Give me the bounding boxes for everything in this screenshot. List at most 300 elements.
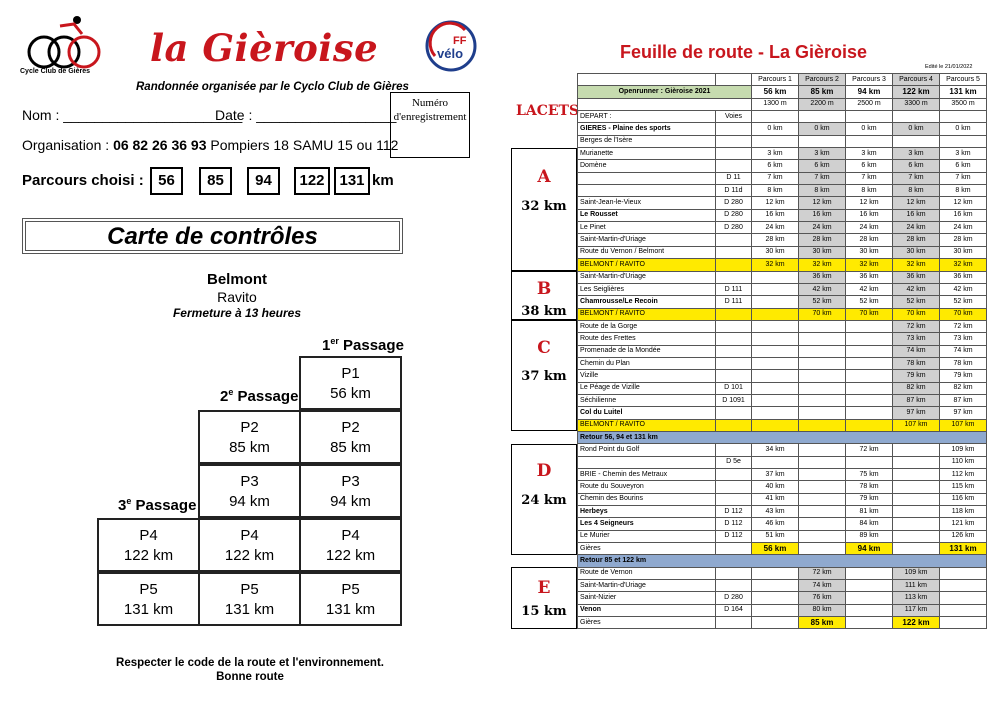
organisation-phone: 06 82 26 36 93 [113, 137, 207, 153]
road-cell [716, 308, 752, 320]
km-cell-parcours-3 [846, 333, 893, 345]
elevation-1: 1300 m [752, 98, 799, 110]
location-cell: Murianette [578, 148, 716, 160]
openrunner-label: Openrunner : Gièroise 2021 [578, 86, 752, 98]
km-cell-parcours-2: 42 km [799, 283, 846, 295]
checkpoint-closing-time: Fermeture à 13 heures [172, 306, 302, 320]
km-cell-parcours-3: 32 km [846, 259, 893, 271]
km-cell-parcours-4 [893, 456, 940, 468]
km-cell-parcours-3 [846, 394, 893, 406]
km-cell-parcours-4 [893, 518, 940, 530]
km-cell-parcours-5: 36 km [940, 271, 987, 283]
km-cell-parcours-5: 28 km [940, 234, 987, 246]
road-cell: D 280 [716, 197, 752, 209]
km-cell-parcours-5: 72 km [940, 320, 987, 332]
km-cell-parcours-4 [893, 111, 940, 123]
ffvelo-logo-top: FF [453, 35, 467, 47]
table-row [578, 357, 987, 369]
km-cell-parcours-4 [893, 444, 940, 456]
km-cell-parcours-3: 42 km [846, 283, 893, 295]
table-row [578, 246, 987, 258]
km-cell-parcours-4: 74 km [893, 345, 940, 357]
location-cell: Vizille [578, 370, 716, 382]
registration-number-box[interactable] [390, 92, 470, 158]
km-cell-parcours-2 [799, 370, 846, 382]
km-cell-parcours-3 [846, 419, 893, 431]
km-cell-parcours-3: 8 km [846, 185, 893, 197]
table-row [578, 185, 987, 197]
stamp-cell-p2-pass1[interactable]: P2 85 km [299, 410, 402, 464]
road-cell [716, 234, 752, 246]
road-cell: D 112 [716, 530, 752, 542]
location-cell: Route du Souveyron [578, 481, 716, 493]
location-cell [578, 172, 716, 184]
location-cell: Route des Frettes [578, 333, 716, 345]
stamp-cell-p5-pass1[interactable]: P5 131 km [299, 572, 402, 626]
road-cell [716, 123, 752, 135]
km-cell-parcours-5 [940, 580, 987, 592]
location-cell: Le Murier [578, 530, 716, 542]
footer-rules: Respecter le code de la route et l'environnement. [116, 657, 384, 669]
km-cell-parcours-3: 7 km [846, 172, 893, 184]
total-distance-1: 56 km [752, 86, 799, 98]
road-cell [716, 246, 752, 258]
location-cell: Le Péage de Vizille [578, 382, 716, 394]
road-cell [716, 148, 752, 160]
km-cell-parcours-3: 79 km [846, 493, 893, 505]
km-cell-parcours-2 [799, 135, 846, 147]
km-cell-parcours-3: 81 km [846, 506, 893, 518]
retour-row-label: Retour 85 et 122 km [578, 555, 987, 567]
km-cell-parcours-5: 42 km [940, 283, 987, 295]
km-cell-parcours-2 [799, 345, 846, 357]
km-cell-parcours-1 [752, 357, 799, 369]
km-cell-parcours-3: 28 km [846, 234, 893, 246]
km-cell-parcours-2 [799, 506, 846, 518]
km-cell-parcours-1 [752, 111, 799, 123]
km-cell-parcours-4: 16 km [893, 209, 940, 221]
location-cell: Saint-Nizier [578, 592, 716, 604]
table-row [578, 308, 987, 320]
km-cell-parcours-1: 37 km [752, 469, 799, 481]
km-cell-parcours-5: 110 km [940, 456, 987, 468]
km-cell-parcours-4: 42 km [893, 283, 940, 295]
km-cell-parcours-5: 78 km [940, 357, 987, 369]
stamp-cell-p4-pass1[interactable]: P4 122 km [299, 518, 402, 572]
registration-number-label: Numéro d'enregistrement [393, 97, 467, 123]
table-row [578, 271, 987, 283]
road-cell [716, 444, 752, 456]
road-cell [716, 271, 752, 283]
km-cell-parcours-2 [799, 382, 846, 394]
table-row [578, 493, 987, 505]
stamp-cell-p1-pass1[interactable]: P1 56 km [299, 356, 402, 410]
km-cell-parcours-2: 7 km [799, 172, 846, 184]
km-cell-parcours-4 [893, 481, 940, 493]
road-cell [716, 543, 752, 555]
location-cell: Les Seiglières [578, 283, 716, 295]
table-row [578, 419, 987, 431]
road-cell: D 164 [716, 604, 752, 616]
ffvelo-logo [425, 20, 477, 72]
km-cell-parcours-5: 87 km [940, 394, 987, 406]
elevation-4: 3300 m [893, 98, 940, 110]
km-cell-parcours-3 [846, 592, 893, 604]
table-row [578, 592, 987, 604]
parcours-header-1: Parcours 1 [752, 74, 799, 86]
header-blank-cell [716, 74, 752, 86]
table-row [578, 567, 987, 579]
location-cell: Le Pinet [578, 222, 716, 234]
km-cell-parcours-1: 43 km [752, 506, 799, 518]
km-cell-parcours-5: 16 km [940, 209, 987, 221]
location-cell: Gières [578, 543, 716, 555]
km-cell-parcours-2: 0 km [799, 123, 846, 135]
parcours-option-56[interactable]: 56 [150, 167, 183, 195]
organisation-label: Organisation : [22, 137, 114, 153]
km-cell-parcours-1: 6 km [752, 160, 799, 172]
stamp-cell-p4-pass3[interactable]: P4 122 km [97, 518, 200, 572]
segment-letter: E [537, 577, 551, 598]
road-cell: Voies [716, 111, 752, 123]
location-cell [578, 185, 716, 197]
km-cell-parcours-1 [752, 370, 799, 382]
location-cell: Col du Luitel [578, 407, 716, 419]
km-cell-parcours-2: 74 km [799, 580, 846, 592]
carte-controles-title: Carte de contrôles [22, 218, 403, 254]
km-cell-parcours-5: 7 km [940, 172, 987, 184]
road-cell [716, 469, 752, 481]
km-cell-parcours-4: 0 km [893, 123, 940, 135]
km-cell-parcours-3 [846, 456, 893, 468]
km-cell-parcours-3 [846, 604, 893, 616]
location-cell: Route de Vernon [578, 567, 716, 579]
table-row [578, 197, 987, 209]
event-title: la Gièroise [150, 26, 379, 70]
table-row [578, 160, 987, 172]
km-cell-parcours-4 [893, 506, 940, 518]
road-cell: D 280 [716, 592, 752, 604]
km-cell-parcours-4 [893, 543, 940, 555]
km-cell-parcours-1: 24 km [752, 222, 799, 234]
km-cell-parcours-4: 87 km [893, 394, 940, 406]
table-row [578, 506, 987, 518]
table-row [578, 259, 987, 271]
table-row [578, 530, 987, 542]
location-cell: Venon [578, 604, 716, 616]
km-cell-parcours-2 [799, 419, 846, 431]
km-cell-parcours-5: 74 km [940, 345, 987, 357]
km-cell-parcours-1 [752, 271, 799, 283]
table-row [578, 123, 987, 135]
km-cell-parcours-4: 3 km [893, 148, 940, 160]
road-cell [716, 357, 752, 369]
location-cell [578, 456, 716, 468]
km-cell-parcours-2: 52 km [799, 296, 846, 308]
segment-box-e [511, 567, 577, 629]
km-cell-parcours-1 [752, 283, 799, 295]
km-cell-parcours-1: 40 km [752, 481, 799, 493]
total-distance-2: 85 km [799, 86, 846, 98]
passage-3-label: 3e Passage [118, 496, 197, 514]
km-cell-parcours-1 [752, 333, 799, 345]
stamp-cell-p5-pass2[interactable]: P5 131 km [198, 572, 301, 626]
km-cell-parcours-5 [940, 567, 987, 579]
km-cell-parcours-5 [940, 135, 987, 147]
km-cell-parcours-4: 72 km [893, 320, 940, 332]
km-cell-parcours-1 [752, 419, 799, 431]
km-cell-parcours-4: 52 km [893, 296, 940, 308]
km-cell-parcours-1 [752, 345, 799, 357]
km-cell-parcours-1: 51 km [752, 530, 799, 542]
total-distance-5: 131 km [940, 86, 987, 98]
km-cell-parcours-3: 70 km [846, 308, 893, 320]
km-cell-parcours-5: 107 km [940, 419, 987, 431]
segment-box-b [511, 271, 577, 320]
location-cell: DEPART : [578, 111, 716, 123]
km-cell-parcours-2 [799, 530, 846, 542]
km-cell-parcours-1 [752, 308, 799, 320]
km-cell-parcours-2: 76 km [799, 592, 846, 604]
km-cell-parcours-1: 3 km [752, 148, 799, 160]
km-cell-parcours-3 [846, 111, 893, 123]
km-cell-parcours-2: 85 km [799, 617, 846, 629]
km-cell-parcours-4: 113 km [893, 592, 940, 604]
road-cell [716, 617, 752, 629]
location-cell: Le Rousset [578, 209, 716, 221]
location-cell: Route de la Gorge [578, 320, 716, 332]
road-cell [716, 481, 752, 493]
km-cell-parcours-1: 16 km [752, 209, 799, 221]
date-field[interactable]: Date : __________________ [215, 107, 397, 123]
km-cell-parcours-5: 115 km [940, 481, 987, 493]
km-cell-parcours-1 [752, 604, 799, 616]
km-cell-parcours-5: 112 km [940, 469, 987, 481]
location-cell: Séchilienne [578, 394, 716, 406]
elevation-3: 2500 m [846, 98, 893, 110]
event-subtitle: Randonnée organisée par le Cyclo Club de Gières [136, 81, 409, 93]
stamp-cell-p3-pass2[interactable]: P3 94 km [198, 464, 301, 518]
location-cell: Chamrousse/Le Recoin [578, 296, 716, 308]
stamp-cell-p3-pass1[interactable]: P3 94 km [299, 464, 402, 518]
total-distance-3: 94 km [846, 86, 893, 98]
table-row [578, 333, 987, 345]
road-cell [716, 567, 752, 579]
location-cell: Chemin du Plan [578, 357, 716, 369]
km-cell-parcours-4: 117 km [893, 604, 940, 616]
road-cell [716, 259, 752, 271]
segment-box-d [511, 444, 577, 555]
km-cell-parcours-1: 7 km [752, 172, 799, 184]
km-cell-parcours-2: 36 km [799, 271, 846, 283]
km-cell-parcours-3 [846, 382, 893, 394]
passage-2-label: 2e Passage [220, 387, 299, 405]
location-cell: Berges de l'Isère [578, 135, 716, 147]
table-row [578, 222, 987, 234]
table-row [578, 580, 987, 592]
road-cell: D 280 [716, 209, 752, 221]
km-cell-parcours-1 [752, 407, 799, 419]
stamp-cell-p4-pass2[interactable]: P4 122 km [198, 518, 301, 572]
km-cell-parcours-4: 36 km [893, 271, 940, 283]
ffvelo-logo-bottom: vélo [437, 46, 464, 61]
parcours-unit: km [372, 172, 394, 189]
km-cell-parcours-1 [752, 456, 799, 468]
header-blank-cell [578, 74, 716, 86]
km-cell-parcours-1 [752, 580, 799, 592]
location-cell: Rond Point du Golf [578, 444, 716, 456]
table-row [578, 481, 987, 493]
segment-distance: 24 km [521, 492, 567, 508]
km-cell-parcours-1 [752, 567, 799, 579]
club-logo-caption: Cycle Club de Gières [20, 68, 91, 75]
location-cell: Gières [578, 617, 716, 629]
km-cell-parcours-3 [846, 567, 893, 579]
parcours-option-122[interactable]: 122 [294, 167, 330, 195]
km-cell-parcours-3 [846, 580, 893, 592]
road-cell [716, 160, 752, 172]
km-cell-parcours-4 [893, 469, 940, 481]
passage-1-label: 1er Passage [322, 336, 404, 354]
km-cell-parcours-3: 6 km [846, 160, 893, 172]
location-cell: Route du Vernon / Belmont [578, 246, 716, 258]
km-cell-parcours-5: 30 km [940, 246, 987, 258]
km-cell-parcours-5: 79 km [940, 370, 987, 382]
road-cell [716, 370, 752, 382]
parcours-label: Parcours choisi : [22, 172, 144, 189]
km-cell-parcours-1: 0 km [752, 123, 799, 135]
segment-distance: 38 km [521, 304, 567, 320]
table-row [578, 444, 987, 456]
km-cell-parcours-2: 24 km [799, 222, 846, 234]
location-cell: Herbeys [578, 506, 716, 518]
km-cell-parcours-5: 8 km [940, 185, 987, 197]
km-cell-parcours-1: 30 km [752, 246, 799, 258]
km-cell-parcours-1: 28 km [752, 234, 799, 246]
km-cell-parcours-2 [799, 481, 846, 493]
km-cell-parcours-2 [799, 469, 846, 481]
km-cell-parcours-5 [940, 111, 987, 123]
km-cell-parcours-1 [752, 382, 799, 394]
km-cell-parcours-3: 36 km [846, 271, 893, 283]
road-cell [716, 320, 752, 332]
km-cell-parcours-2: 28 km [799, 234, 846, 246]
name-field[interactable]: Nom : _______________________ [22, 107, 243, 123]
elevation-row [578, 98, 987, 110]
table-row [578, 469, 987, 481]
retour-row-label: Retour 56, 94 et 131 km [578, 431, 987, 443]
table-header-row [578, 74, 987, 86]
table-row [578, 345, 987, 357]
totals-row [578, 86, 987, 98]
km-cell-parcours-1 [752, 296, 799, 308]
road-cell [716, 333, 752, 345]
segment-letter: D [536, 461, 552, 482]
km-cell-parcours-2 [799, 444, 846, 456]
km-cell-parcours-2: 6 km [799, 160, 846, 172]
location-cell: Promenade de la Mondée [578, 345, 716, 357]
location-cell: Saint-Martin-d'Uriage [578, 234, 716, 246]
km-cell-parcours-3: 30 km [846, 246, 893, 258]
checkpoint-name: Belmont [207, 271, 267, 288]
km-cell-parcours-3 [846, 370, 893, 382]
table-row [578, 320, 987, 332]
km-cell-parcours-5: 109 km [940, 444, 987, 456]
parcours-option-131[interactable]: 131 [334, 167, 370, 195]
km-cell-parcours-5 [940, 604, 987, 616]
km-cell-parcours-4 [893, 493, 940, 505]
km-cell-parcours-4: 32 km [893, 259, 940, 271]
km-cell-parcours-1: 12 km [752, 197, 799, 209]
table-row [578, 370, 987, 382]
km-cell-parcours-5: 73 km [940, 333, 987, 345]
road-cell: D 280 [716, 222, 752, 234]
parcours-option-94[interactable]: 94 [247, 167, 280, 195]
km-cell-parcours-5 [940, 617, 987, 629]
parcours-header-2: Parcours 2 [799, 74, 846, 86]
km-cell-parcours-4: 28 km [893, 234, 940, 246]
segment-box-a [511, 148, 577, 271]
table-row [578, 456, 987, 468]
km-cell-parcours-4 [893, 530, 940, 542]
km-cell-parcours-3: 0 km [846, 123, 893, 135]
parcours-header-5: Parcours 5 [940, 74, 987, 86]
parcours-option-85[interactable]: 85 [199, 167, 232, 195]
stamp-cell-p2-pass2[interactable]: P2 85 km [198, 410, 301, 464]
km-cell-parcours-4: 97 km [893, 407, 940, 419]
segment-letter: B [536, 279, 552, 300]
km-cell-parcours-1: 34 km [752, 444, 799, 456]
km-cell-parcours-3: 12 km [846, 197, 893, 209]
stamp-cell-p5-pass3[interactable]: P5 131 km [97, 572, 200, 626]
table-row [578, 604, 987, 616]
km-cell-parcours-4: 7 km [893, 172, 940, 184]
km-cell-parcours-1: 32 km [752, 259, 799, 271]
km-cell-parcours-5: 12 km [940, 197, 987, 209]
km-cell-parcours-2 [799, 518, 846, 530]
elevation-blank [578, 98, 752, 110]
km-cell-parcours-4: 12 km [893, 197, 940, 209]
road-cell [716, 135, 752, 147]
road-cell [716, 580, 752, 592]
segment-box-c [511, 320, 577, 431]
km-cell-parcours-1 [752, 320, 799, 332]
km-cell-parcours-2 [799, 333, 846, 345]
km-cell-parcours-2 [799, 111, 846, 123]
road-cell [716, 345, 752, 357]
km-cell-parcours-1 [752, 617, 799, 629]
km-cell-parcours-3: 3 km [846, 148, 893, 160]
km-cell-parcours-5: 6 km [940, 160, 987, 172]
road-cell [716, 493, 752, 505]
road-cell: D 101 [716, 382, 752, 394]
segment-distance: 32 km [521, 199, 567, 215]
km-cell-parcours-4: 24 km [893, 222, 940, 234]
route-sheet-title: Feuille de route - La Gièroise [620, 42, 868, 62]
km-cell-parcours-2 [799, 407, 846, 419]
km-cell-parcours-2 [799, 543, 846, 555]
total-distance-4: 122 km [893, 86, 940, 98]
table-row [578, 518, 987, 530]
table-row [578, 543, 987, 555]
table-row [578, 382, 987, 394]
km-cell-parcours-3: 24 km [846, 222, 893, 234]
km-cell-parcours-3: 78 km [846, 481, 893, 493]
location-cell: Saint-Martin-d'Uriage [578, 580, 716, 592]
road-cell: D 112 [716, 518, 752, 530]
km-cell-parcours-1: 41 km [752, 493, 799, 505]
location-cell: Les 4 Seigneurs [578, 518, 716, 530]
